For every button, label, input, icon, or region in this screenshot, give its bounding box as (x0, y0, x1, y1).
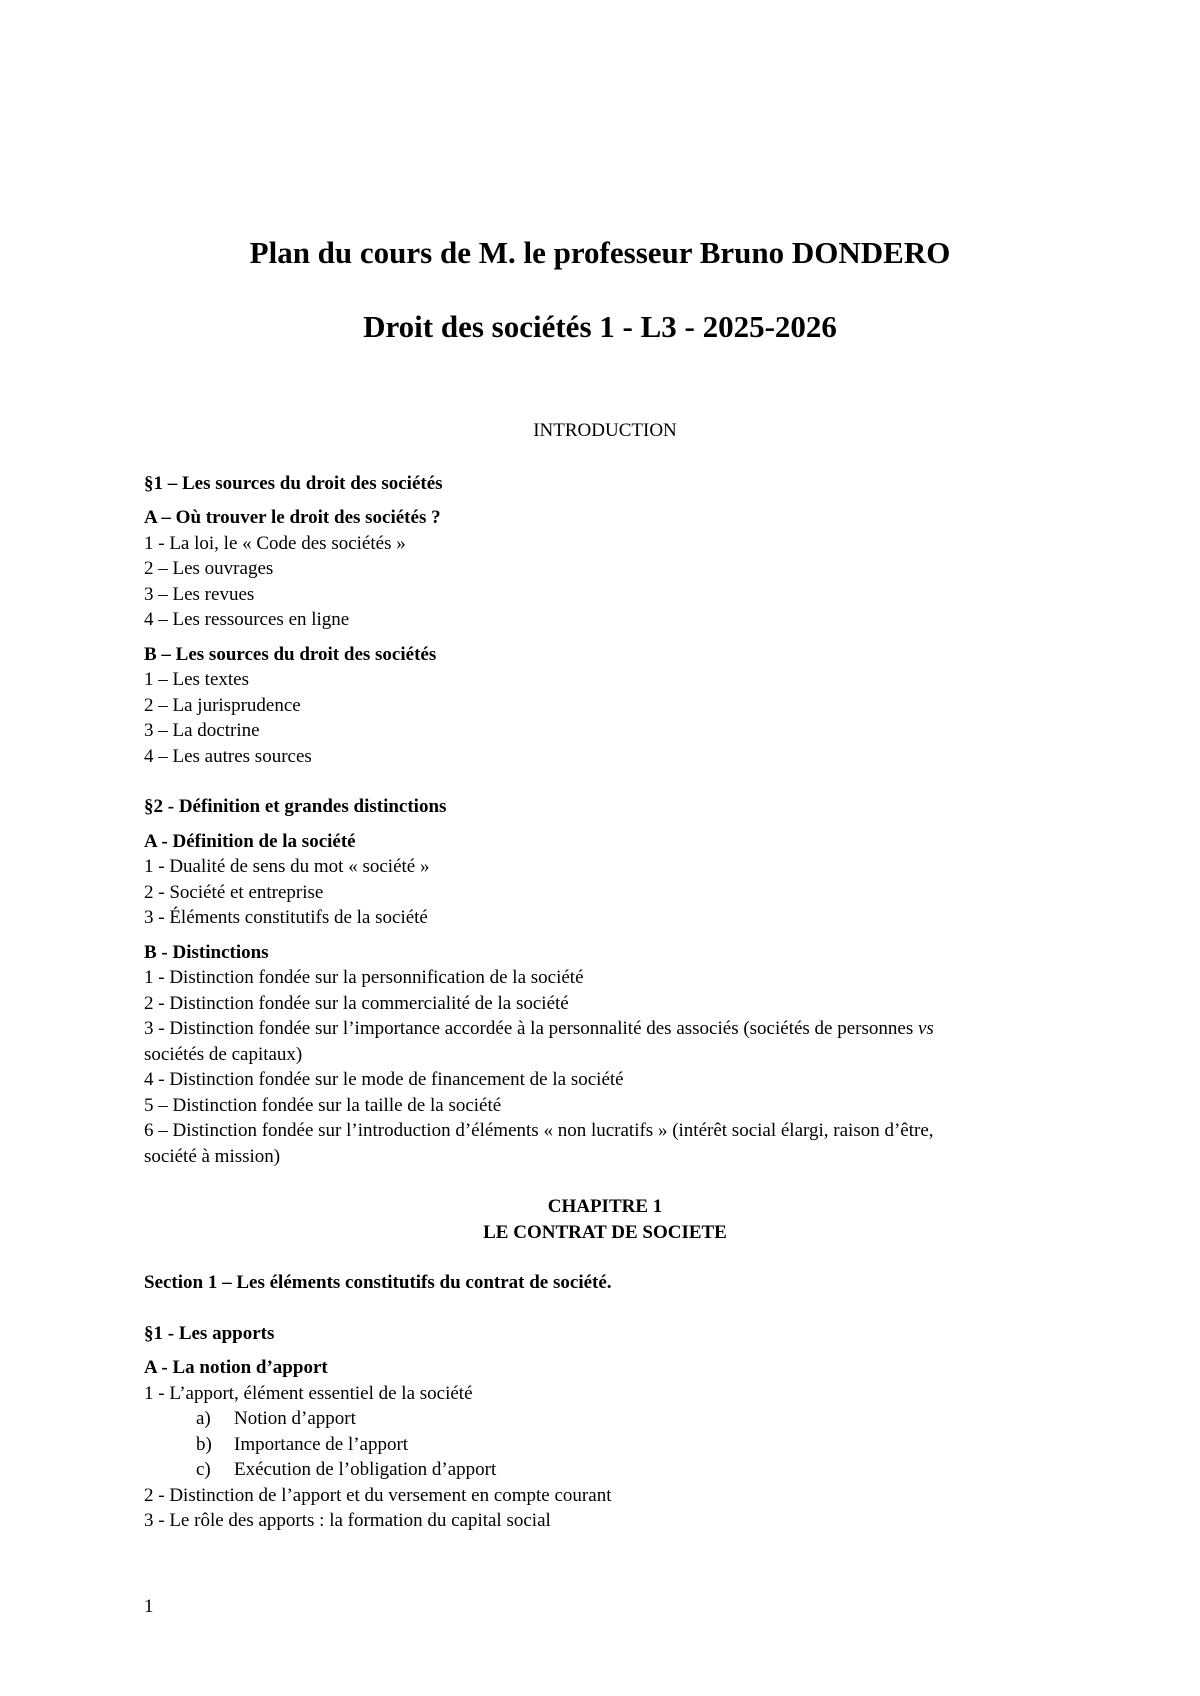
list-item: 4 – Les ressources en ligne (144, 609, 350, 630)
list-item-text: 3 - Distinction fondée sur l’importance accordée à la personnalité des associés (sociétés de personnes (144, 1018, 914, 1039)
list-item: 1 - L’apport, élément essentiel de la société (144, 1382, 473, 1404)
list-item: 4 - Distinction fondée sur le mode de financement de la société (144, 1069, 624, 1090)
sub-list-text: Notion d’apport (234, 1408, 356, 1429)
sub-list-item (144, 1406, 1074, 1432)
list-item: 3 – La doctrine (144, 720, 260, 741)
chapter-section-heading: Section 1 – Les éléments constitutifs du contrat de société. (144, 1272, 612, 1293)
introduction-heading: INTRODUCTION (533, 420, 677, 441)
list-item-continuation: sociétés de capitaux) (144, 1043, 303, 1065)
sub-list-text: Exécution de l’obligation d’apport (234, 1459, 497, 1480)
page-number: 1 (144, 1596, 154, 1617)
sub-list-letter: a) (196, 1408, 211, 1429)
list-item: 1 – Les textes (144, 669, 250, 690)
part-b-heading: B - Distinctions (144, 941, 269, 963)
section-1-heading: §1 – Les sources du droit des sociétés (144, 472, 443, 494)
list-item: 5 – Distinction fondée sur la taille de la société (144, 1094, 502, 1116)
sub-list-item (144, 1457, 1074, 1483)
list-item: 3 - Éléments constitutifs de la société (144, 907, 428, 928)
chapter-title: LE CONTRAT DE SOCIETE (483, 1221, 727, 1243)
sub-list-item (144, 1432, 1074, 1458)
part-a-heading: A – Où trouver le droit des sociétés ? (144, 507, 441, 528)
list-item: 2 - Société et entreprise (144, 881, 324, 903)
chapter-paragraph-heading: §1 - Les apports (144, 1322, 275, 1344)
list-item: 1 - La loi, le « Code des sociétés » (144, 532, 406, 554)
course-outline (144, 418, 1074, 1534)
part-b-heading: B – Les sources du droit des sociétés (144, 643, 437, 665)
list-item: 2 – La jurisprudence (144, 694, 301, 716)
list-item (144, 1016, 1074, 1042)
list-item: 3 – Les revues (144, 583, 255, 605)
section-2-heading: §2 - Définition et grandes distinctions (144, 796, 447, 817)
list-item: 1 - Dualité de sens du mot « société » (144, 856, 430, 877)
list-item-continuation: société à mission) (144, 1145, 281, 1167)
list-item: 1 - Distinction fondée sur la personnification de la société (144, 967, 584, 988)
list-item: 3 - Le rôle des apports : la formation du capital social (144, 1510, 551, 1531)
sub-list-letter: b) (196, 1433, 212, 1455)
list-item: 2 - Distinction fondée sur la commercialité de la société (144, 992, 569, 1014)
list-item: 6 – Distinction fondée sur l’introduction d’éléments « non lucratifs » (intérêt social élargi, raison d’être, (144, 1120, 934, 1141)
sub-list-text: Importance de l’apport (234, 1433, 409, 1455)
document-subtitle: Droit des sociétés 1 - L3 - 2025-2026 (363, 309, 837, 344)
document-title: Plan du cours de M. le professeur Bruno DONDERO (249, 235, 951, 270)
chapter-number: CHAPITRE 1 (547, 1196, 663, 1217)
sub-list-letter: c) (196, 1459, 211, 1480)
list-item: 4 – Les autres sources (144, 745, 312, 767)
chapter-part-heading: A - La notion d’apport (144, 1357, 328, 1378)
vs-italic: vs (917, 1018, 934, 1039)
list-item: 2 – Les ouvrages (144, 558, 274, 579)
part-a-heading: A - Définition de la société (144, 830, 356, 852)
list-item: 2 - Distinction de l’apport et du versement en compte courant (144, 1484, 612, 1506)
